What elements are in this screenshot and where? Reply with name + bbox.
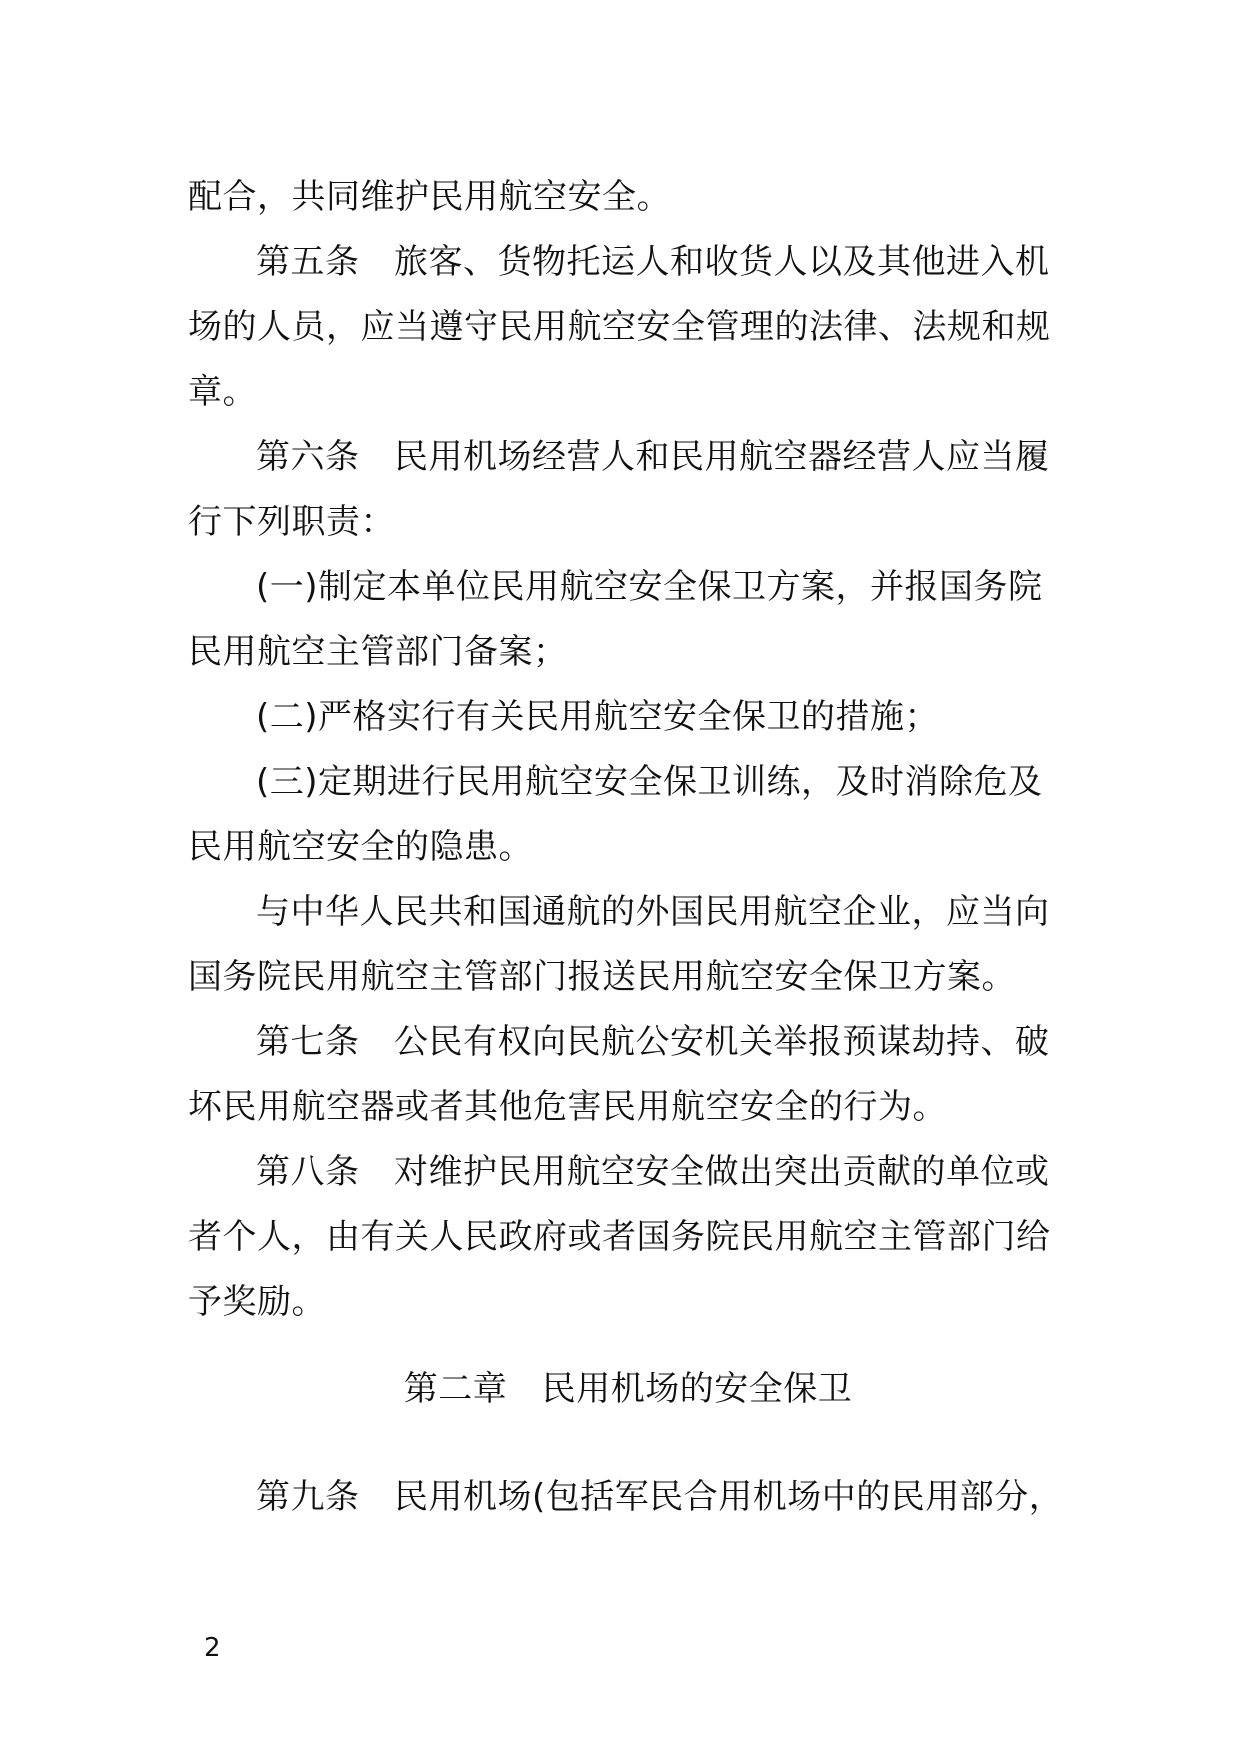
page-number: 2 [204, 1633, 221, 1663]
article-8: 第八条 对维护民用航空安全做出突出贡献的单位或者个人，由有关人民政府或者国务院民用航空主管部门给予奖励。 [188, 1152, 1051, 1322]
article-6: 第六条 民用机场经营人和民用航空器经营人应当履行下列职责： [188, 437, 1050, 542]
article-5: 第五条 旅客、货物托运人和收货人以及其他进入机场的人员，应当遵守民用航空安全管理的法律、法规和规章。 [188, 242, 1051, 412]
continuation-paragraph: 配合，共同维护民用航空安全。 [188, 177, 671, 217]
article-6-item-1: (一)制定本单位民用航空安全保卫方案，并报国务院民用航空主管部门备案； [188, 567, 1043, 672]
article-6-item-3: (三)定期进行民用航空安全保卫训练，及时消除危及民用航空安全的隐患。 [188, 762, 1043, 867]
body-text [188, 165, 1068, 1530]
article-6-foreign-carriers: 与中华人民共和国通航的外国民用航空企业，应当向国务院民用航空主管部门报送民用航空安全保卫方案。 [188, 892, 1050, 997]
chapter-heading: 第二章 民用机场的安全保卫 [403, 1369, 853, 1409]
article-6-item-2: (二)严格实行有关民用航空安全保卫的措施； [256, 697, 940, 737]
article-7: 第七条 公民有权向民航公安机关举报预谋劫持、破坏民用航空器或者其他危害民用航空安全的行为。 [188, 1022, 1050, 1127]
article-9: 第九条 民用机场(包括军民合用机场中的民用部分， [256, 1477, 1064, 1517]
